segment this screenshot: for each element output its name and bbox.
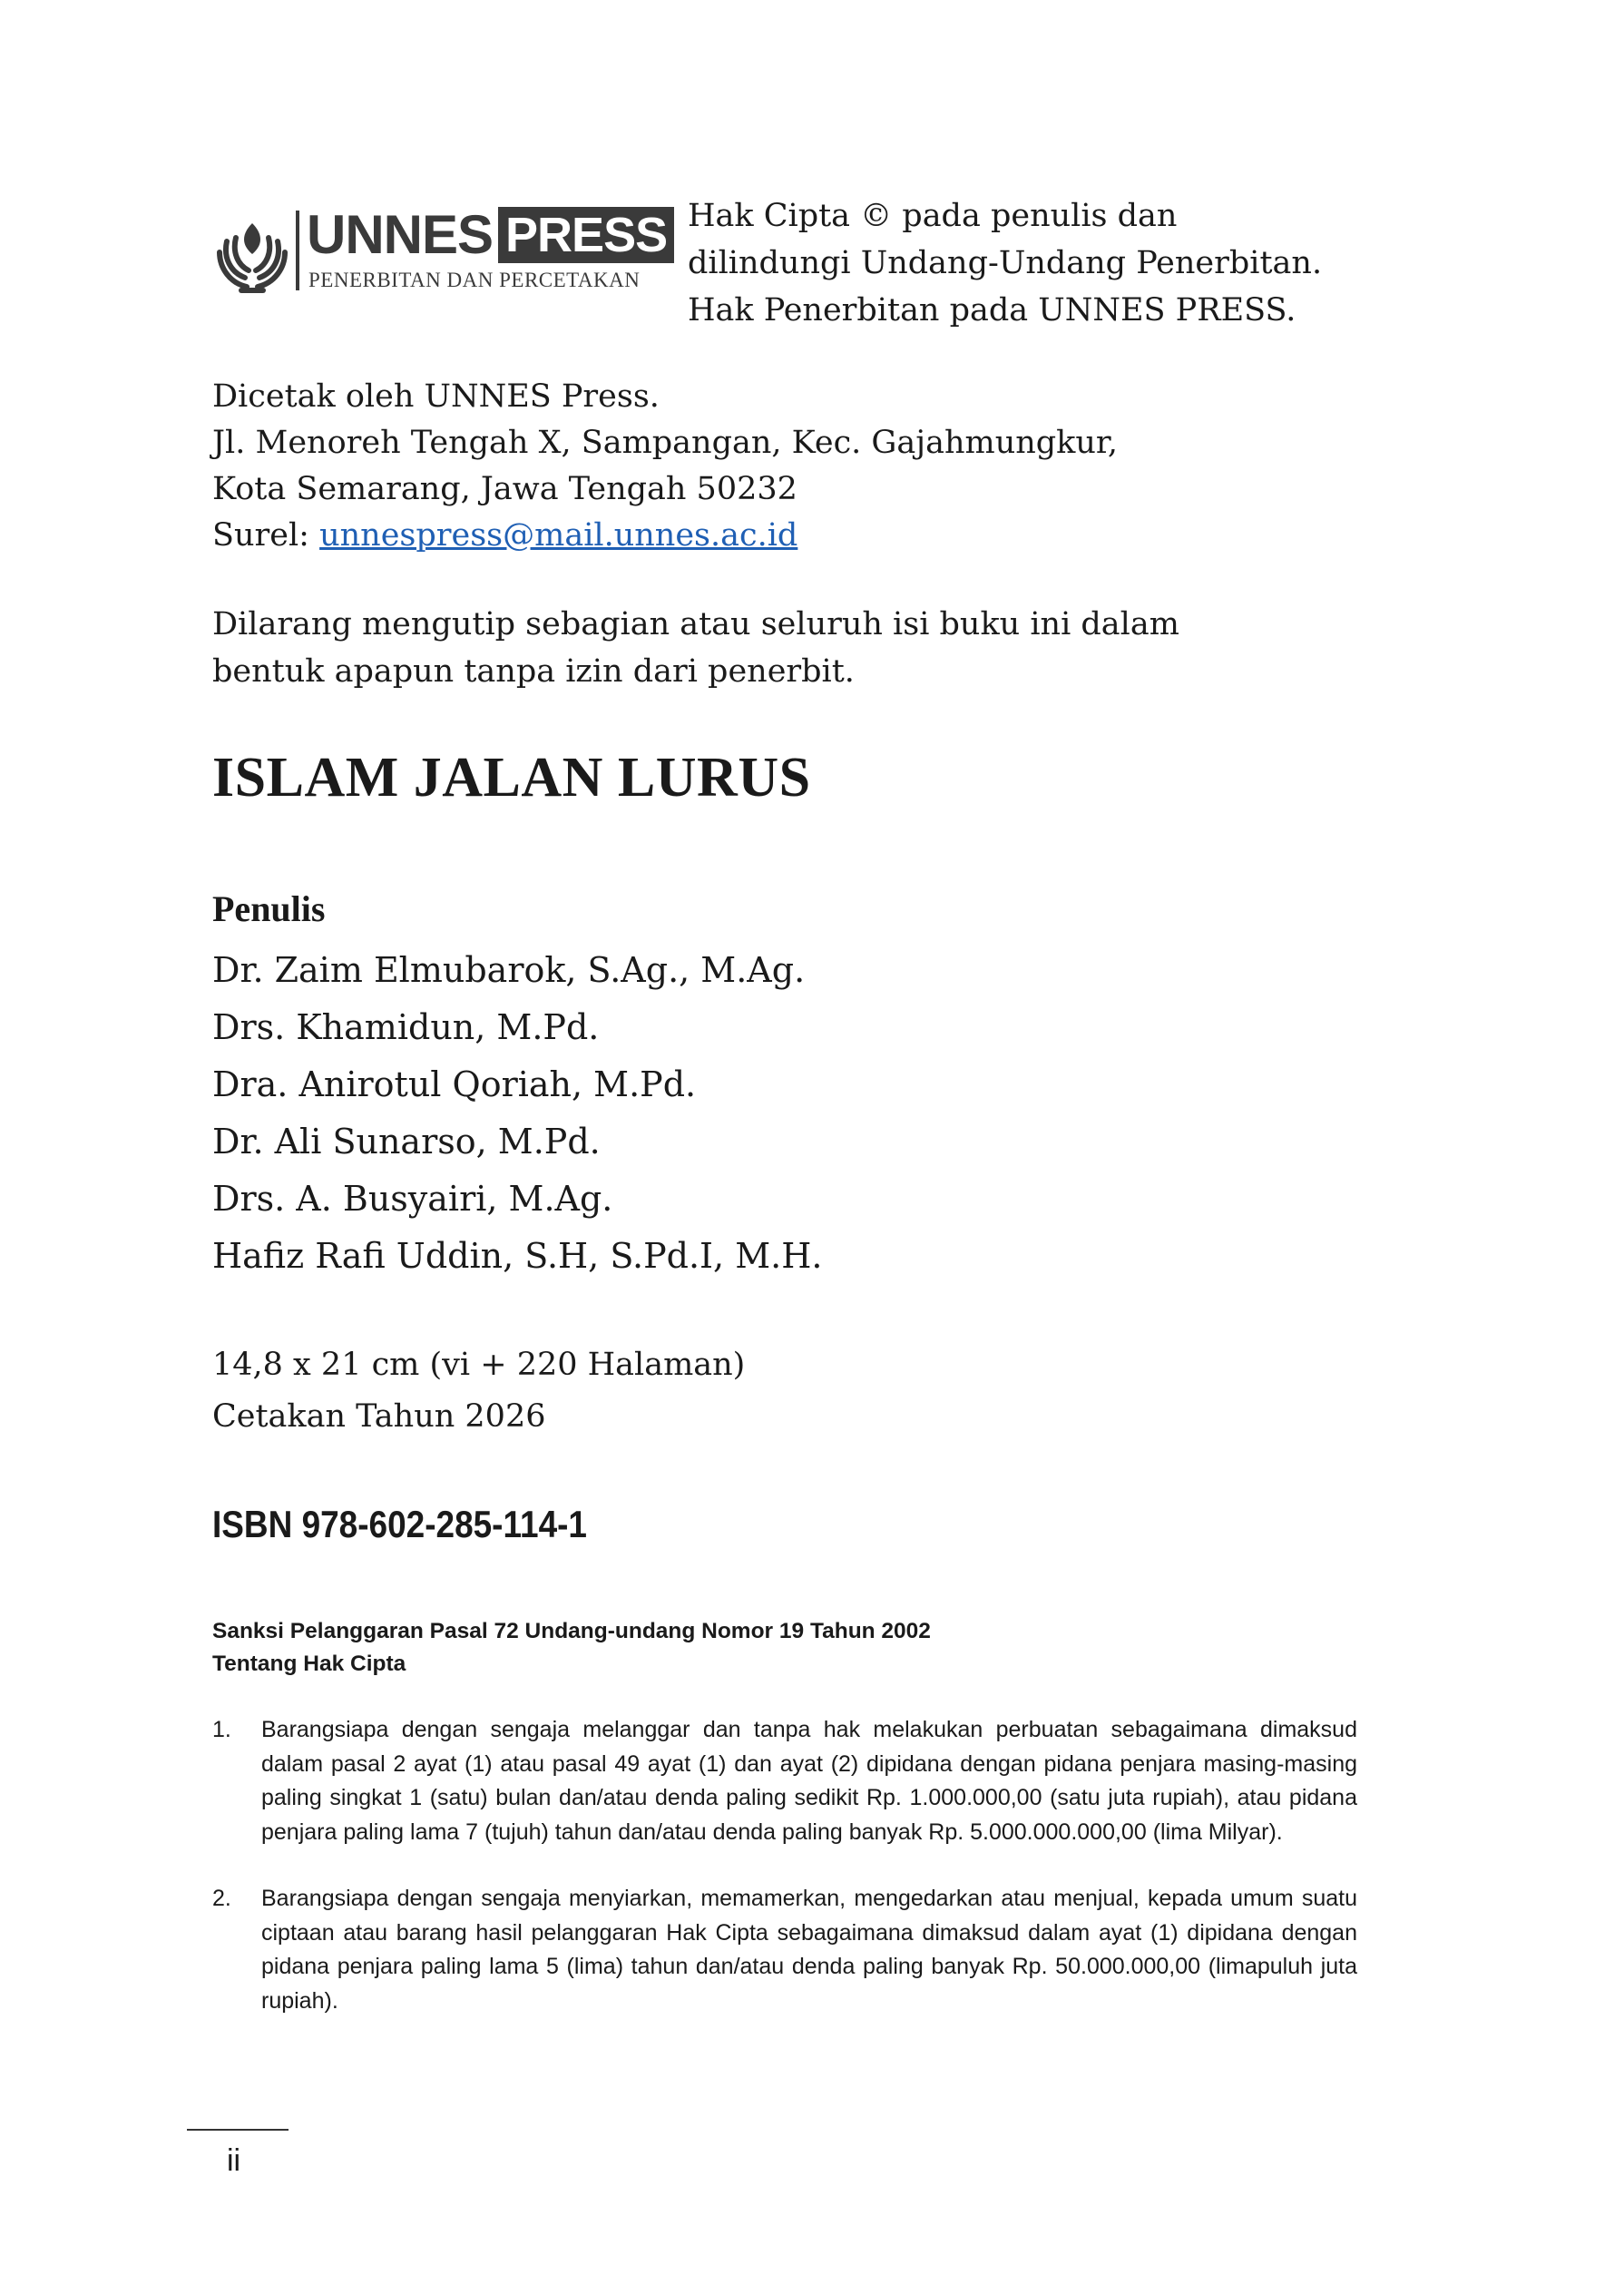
printer-email-row xyxy=(212,513,1118,559)
email-label: Surel: xyxy=(212,517,320,554)
printer-address-line: Kota Semarang, Jawa Tengah 50232 xyxy=(212,471,797,507)
printer-info xyxy=(212,374,1118,559)
printer-address-line: Jl. Menoreh Tengah X, Sampangan, Kec. Gajahmungkur, xyxy=(212,425,1118,461)
logo-wordmark xyxy=(307,204,674,265)
sanction-text: Barangsiapa dengan sengaja menyiarkan, memamerkan, mengedarkan atau menjual, kepada umum suatu ciptaan atau barang hasil pelanggaran Hak Cipta sebagaimana dimaksud dalam ayat (1) dipidana dengan pidana penjara paling lama 5 (lima) tahun dan/atau denda paling banyak Rp. 50.000.000,00 (limapuluh juta rupiah). xyxy=(261,1886,1357,2014)
sanction-list xyxy=(212,1713,1357,2051)
footer-divider xyxy=(187,2129,289,2131)
sanction-title xyxy=(212,1615,931,1681)
authors-list xyxy=(212,942,822,1285)
author-item: Dr. Zaim Elmubarok, S.Ag., M.Ag. xyxy=(212,950,806,990)
prohibition-line: Dilarang mengutip sebagian atau seluruh isi buku ini dalam xyxy=(212,606,1179,642)
book-edition: Cetakan Tahun 2026 xyxy=(212,1398,546,1435)
book-details xyxy=(212,1339,745,1443)
copyright-notice xyxy=(688,192,1322,334)
logo-subtitle: PENERBITAN DAN PERCETAKAN xyxy=(308,269,641,291)
publisher-logo xyxy=(214,204,668,298)
sanction-number: 1. xyxy=(212,1717,231,1742)
email-link[interactable]: unnespress@mail.unnes.ac.id xyxy=(319,517,798,554)
author-item: Dra. Anirotul Qoriah, M.Pd. xyxy=(212,1064,697,1104)
sanction-title-line: Sanksi Pelanggaran Pasal 72 Undang-undang Nomor 19 Tahun 2002 xyxy=(212,1619,931,1643)
isbn: ISBN 978-602-285-114-1 xyxy=(212,1503,587,1545)
author-item: Hafiz Rafi Uddin, S.H, S.Pd.I, M.H. xyxy=(212,1236,823,1276)
author-item: Drs. A. Busyairi, M.Ag. xyxy=(212,1179,613,1219)
sanction-item xyxy=(212,1882,1357,2018)
author-item: Dr. Ali Sunarso, M.Pd. xyxy=(212,1122,601,1162)
logo-word-press: PRESS xyxy=(498,207,674,263)
authors-heading: Penulis xyxy=(212,888,326,929)
printer-line: Dicetak oleh UNNES Press. xyxy=(212,378,660,415)
prohibition-line: bentuk apapun tanpa izin dari penerbit. xyxy=(212,653,855,690)
book-size-pages: 14,8 x 21 cm (vi + 220 Halaman) xyxy=(212,1347,746,1383)
page-number: ii xyxy=(227,2143,241,2178)
prohibition-notice xyxy=(212,601,1179,695)
copyright-line: Hak Penerbitan pada UNNES PRESS. xyxy=(688,292,1296,328)
unnes-emblem-icon xyxy=(214,214,290,294)
copyright-line: dilindungi Undang-Undang Penerbitan. xyxy=(688,245,1323,281)
sanction-item xyxy=(212,1713,1357,1849)
book-title: ISLAM JALAN LURUS xyxy=(212,747,811,809)
copyright-line: Hak Cipta © pada penulis dan xyxy=(688,198,1178,234)
logo-divider xyxy=(296,211,299,290)
logo-word-unnes: UNNES xyxy=(307,204,494,265)
sanction-text: Barangsiapa dengan sengaja melanggar dan tanpa hak melakukan perbuatan sebagaimana dimaksud dalam pasal 2 ayat (1) atau pasal 49 ayat (1) dan ayat (2) dipidana dengan pidana penjara masing-masing paling singkat 1 (satu) bulan dan/atau denda paling sedikit Rp. 1.000.000,00 (satu juta rupiah), atau pidana penjara paling lama 7 (tujuh) tahun dan/atau denda paling banyak Rp. 5.000.000.000,00 (lima Milyar). xyxy=(261,1717,1357,1845)
sanction-number: 2. xyxy=(212,1886,231,1911)
sanction-title-line: Tentang Hak Cipta xyxy=(212,1652,406,1676)
author-item: Drs. Khamidun, M.Pd. xyxy=(212,1007,600,1047)
